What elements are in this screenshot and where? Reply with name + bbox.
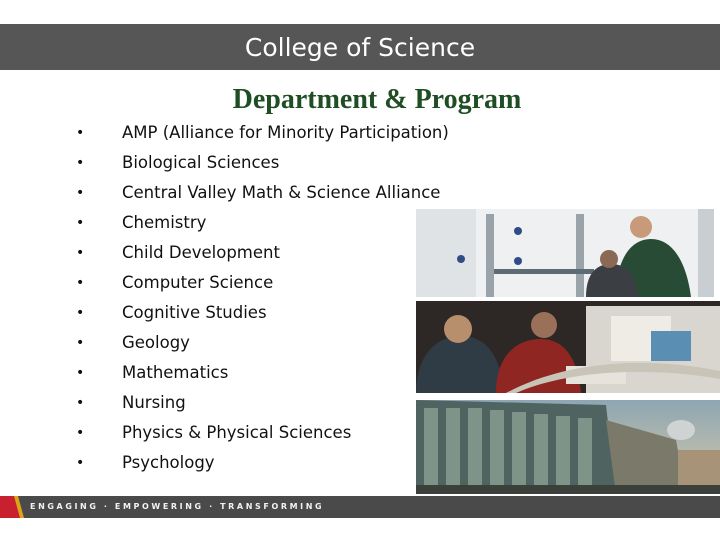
program-name: Geology bbox=[122, 333, 190, 352]
program-list bbox=[72, 118, 449, 478]
bullet-icon: • bbox=[76, 275, 85, 291]
bullet-icon: • bbox=[76, 155, 85, 171]
program-list-item bbox=[72, 238, 449, 268]
bullet-icon: • bbox=[76, 455, 85, 471]
program-list-item bbox=[72, 178, 449, 208]
program-name: Psychology bbox=[122, 453, 215, 472]
header-title: College of Science bbox=[244, 32, 476, 62]
program-list-item bbox=[72, 418, 449, 448]
program-list-item bbox=[72, 208, 449, 238]
bullet-icon: • bbox=[76, 245, 85, 261]
program-name: Central Valley Math & Science Alliance bbox=[122, 183, 441, 202]
bullet-icon: • bbox=[76, 185, 85, 201]
program-list-item bbox=[72, 298, 449, 328]
footer-bar bbox=[0, 496, 720, 518]
program-list-item bbox=[72, 358, 449, 388]
footer-tagline: ENGAGING · EMPOWERING · TRANSFORMING bbox=[30, 502, 325, 511]
program-list-item bbox=[72, 268, 449, 298]
program-name: AMP (Alliance for Minority Participation) bbox=[122, 123, 449, 142]
program-name: Cognitive Studies bbox=[122, 303, 267, 322]
header-bar bbox=[0, 24, 720, 70]
bullet-icon: • bbox=[76, 335, 85, 351]
bullet-icon: • bbox=[76, 125, 85, 141]
program-list-item bbox=[72, 148, 449, 178]
bullet-icon: • bbox=[76, 425, 85, 441]
program-name: Biological Sciences bbox=[122, 153, 280, 172]
lab-photo bbox=[416, 209, 714, 297]
bullet-icon: • bbox=[76, 365, 85, 381]
program-name: Computer Science bbox=[122, 273, 274, 292]
program-list-item bbox=[72, 328, 449, 358]
bullet-icon: • bbox=[76, 395, 85, 411]
page-subtitle: Department & Program bbox=[232, 84, 522, 115]
building-photo bbox=[416, 400, 720, 494]
program-name: Chemistry bbox=[122, 213, 207, 232]
program-list-item bbox=[72, 388, 449, 418]
bullet-icon: • bbox=[76, 305, 85, 321]
students-photo bbox=[416, 301, 720, 393]
program-list-item bbox=[72, 118, 449, 148]
bullet-icon: • bbox=[76, 215, 85, 231]
program-name: Physics & Physical Sciences bbox=[122, 423, 352, 442]
program-name: Mathematics bbox=[122, 363, 229, 382]
program-name: Nursing bbox=[122, 393, 186, 412]
footer-accent-shape bbox=[0, 496, 24, 518]
program-name: Child Development bbox=[122, 243, 280, 262]
program-list-item bbox=[72, 448, 449, 478]
